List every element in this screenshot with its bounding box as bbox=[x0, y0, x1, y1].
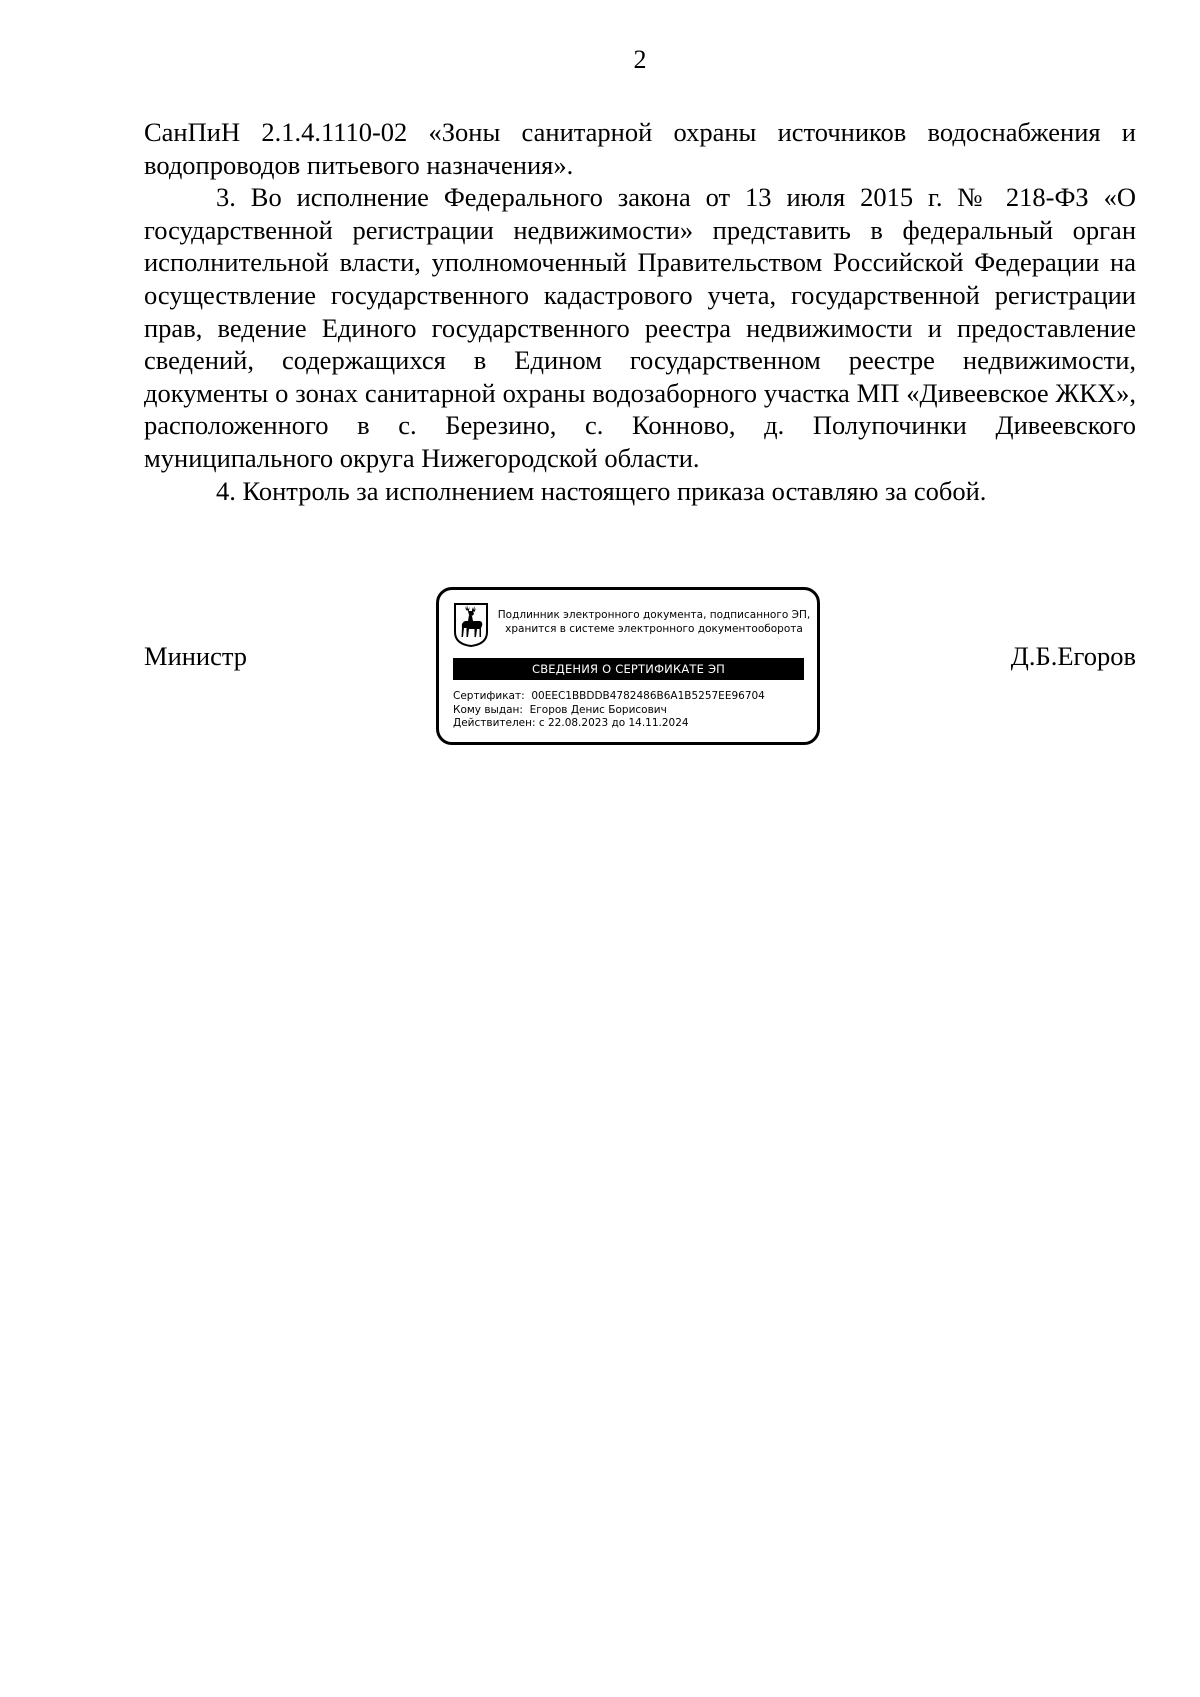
certificate-row bbox=[453, 690, 809, 704]
paragraph-sanpin: СанПиН 2.1.4.1110-02 «Зоны санитарной охраны источников водоснабжения и водопроводов питьевого назначения». bbox=[144, 117, 1136, 180]
stamp-header-line-2: хранится в системе электронного документооборота bbox=[505, 623, 803, 635]
validity-row bbox=[453, 717, 809, 731]
document-body bbox=[144, 116, 1136, 507]
stamp-header-line-1: Подлинник электронного документа, подписанного ЭП, bbox=[497, 609, 811, 621]
validity-value: с 22.08.2023 до 14.11.2024 bbox=[538, 717, 689, 729]
certificate-info-bar: СВЕДЕНИЯ О СЕРТИФИКАТЕ ЭП bbox=[453, 658, 804, 680]
paragraph-item-3: 3. Во исполнение Федерального закона от 13 июля 2015 г. № 218-ФЗ «О государственной регистрации недвижимости» представить в федеральный орган исполнительной власти, уполномоченный Правительством Российской Федерации на осуществление государственного кадастрового учета, государственной регистрации прав, ведение Единого государственного реестра недвижимости и предоставление сведений, содержащихся в Едином государственном реестре недвижимости, документы о зонах санитарной охраны водозаборного участка МП «Дивеевское ЖКХ», расположенного в с. Березино, с. Конново, д. Полупочинки Дивеевского муниципального округа Нижегородской области. bbox=[144, 182, 1136, 473]
signatory-name: Д.Б.Егоров bbox=[1010, 641, 1136, 671]
electronic-signature-stamp bbox=[436, 587, 820, 745]
issued-to-label: Кому выдан: bbox=[453, 703, 523, 716]
signatory-title: Министр bbox=[144, 641, 248, 671]
certificate-value: 00EEC1BBDDB4782486B6A1B5257EE96704 bbox=[531, 690, 765, 702]
certificate-label: Сертификат: bbox=[453, 690, 525, 702]
paragraph-item-4: 4. Контроль за исполнением настоящего приказа оставляю за собой. bbox=[216, 475, 987, 506]
issued-to-value: Егоров Денис Борисович bbox=[529, 703, 667, 716]
stamp-header bbox=[495, 608, 813, 636]
issued-to-row bbox=[453, 704, 809, 718]
validity-label: Действителен: bbox=[453, 717, 536, 729]
certificate-details bbox=[453, 690, 809, 731]
page-number: 2 bbox=[633, 45, 647, 74]
nizhny-novgorod-deer-emblem-icon bbox=[453, 602, 489, 648]
